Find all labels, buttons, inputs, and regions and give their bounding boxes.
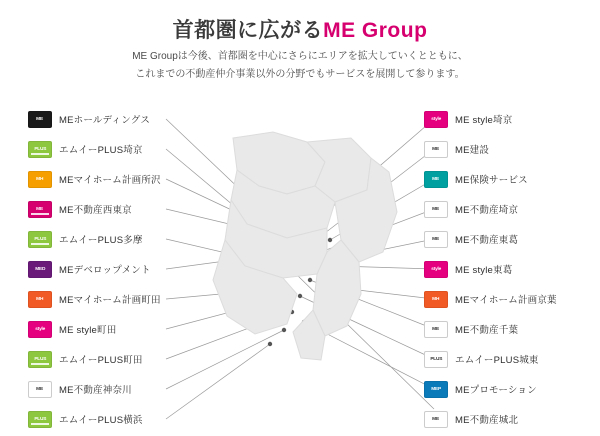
me-style-saikyo-logo: style bbox=[424, 111, 448, 128]
list-item-label: ME不動産神奈川 bbox=[59, 385, 132, 396]
me-plus-joto-logo: PLUS bbox=[424, 351, 448, 368]
list-item-label: ME不動産城北 bbox=[455, 415, 519, 426]
list-item[interactable] bbox=[28, 346, 208, 372]
list-item-label: エムイーPLUS城東 bbox=[455, 355, 539, 366]
me-myhome-tokorozawa-logo: MH bbox=[28, 171, 52, 188]
list-item[interactable] bbox=[28, 406, 208, 432]
list-item[interactable] bbox=[424, 316, 600, 342]
me-plus-machida-logo: PLUS bbox=[28, 351, 52, 368]
list-item-label: MEマイホーム計画町田 bbox=[59, 295, 161, 306]
list-item[interactable] bbox=[28, 256, 208, 282]
me-fudosan-johoku-logo: ME bbox=[424, 411, 448, 428]
list-item[interactable] bbox=[424, 406, 600, 432]
list-item[interactable] bbox=[424, 196, 600, 222]
page-subtitle bbox=[0, 48, 600, 84]
page-title-prefix: 首都圏に広がる bbox=[172, 19, 324, 42]
list-item[interactable] bbox=[28, 166, 208, 192]
list-item-label: ME保険サービス bbox=[455, 175, 528, 186]
list-item[interactable] bbox=[424, 256, 600, 282]
me-plus-saikyo-logo: PLUS bbox=[28, 141, 52, 158]
me-promotion-logo: MEP bbox=[424, 381, 448, 398]
me-myhome-machida-logo: MH bbox=[28, 291, 52, 308]
list-item-label: MEホールディングス bbox=[59, 115, 151, 126]
page-title bbox=[0, 14, 600, 44]
list-item-label: ME style町田 bbox=[59, 325, 117, 336]
page-subtitle-line1: ME Groupは今後、首都圏を中心にさらにエリアを拡大していくとともに、 bbox=[132, 51, 468, 62]
list-item-label: ME style東葛 bbox=[455, 265, 513, 276]
list-item-label: ME不動産埼京 bbox=[455, 205, 519, 216]
kanto-region-map bbox=[175, 128, 425, 398]
list-item-label: ME不動産千葉 bbox=[455, 325, 519, 336]
list-item[interactable] bbox=[28, 316, 208, 342]
list-item-label: エムイーPLUS埼京 bbox=[59, 145, 143, 156]
list-item-label: MEデベロップメント bbox=[59, 265, 151, 276]
me-style-tokatsu-logo: style bbox=[424, 261, 448, 278]
me-holdings-logo: ME bbox=[28, 111, 52, 128]
left-label-column bbox=[28, 106, 208, 436]
me-plus-yokohama-logo: PLUS bbox=[28, 411, 52, 428]
list-item[interactable] bbox=[28, 286, 208, 312]
list-item[interactable] bbox=[28, 226, 208, 252]
list-item[interactable] bbox=[424, 106, 600, 132]
list-item[interactable] bbox=[28, 136, 208, 162]
list-item[interactable] bbox=[424, 226, 600, 252]
me-fudosan-kanagawa-logo: ME bbox=[28, 381, 52, 398]
list-item-label: ME style埼京 bbox=[455, 115, 513, 126]
list-item[interactable] bbox=[28, 376, 208, 402]
list-item-label: MEマイホーム計画京葉 bbox=[455, 295, 557, 306]
list-item-label: エムイーPLUS町田 bbox=[59, 355, 143, 366]
page-subtitle-line2: これまでの不動産仲介事業以外の分野でもサービスを展開して参ります。 bbox=[135, 69, 465, 80]
list-item[interactable] bbox=[424, 166, 600, 192]
list-item-label: エムイーPLUS横浜 bbox=[59, 415, 143, 426]
me-plus-tama-logo: PLUS bbox=[28, 231, 52, 248]
list-item[interactable] bbox=[28, 106, 208, 132]
me-hoken-service-logo: ME bbox=[424, 171, 448, 188]
list-item-label: エムイーPLUS多摩 bbox=[59, 235, 143, 246]
right-label-column bbox=[424, 106, 600, 436]
list-item-label: ME建設 bbox=[455, 145, 490, 156]
me-fudosan-chiba-logo: ME bbox=[424, 321, 448, 338]
list-item-label: MEマイホーム計画所沢 bbox=[59, 175, 161, 186]
me-kensetsu-logo: ME bbox=[424, 141, 448, 158]
list-item[interactable] bbox=[424, 346, 600, 372]
list-item[interactable] bbox=[424, 376, 600, 402]
list-item[interactable] bbox=[424, 136, 600, 162]
list-item-label: ME不動産東葛 bbox=[455, 235, 519, 246]
list-item[interactable] bbox=[28, 196, 208, 222]
me-style-machida-logo: style bbox=[28, 321, 52, 338]
me-fudosan-nishitokyo-logo: ME bbox=[28, 201, 52, 218]
list-item-label: MEプロモーション bbox=[455, 385, 537, 396]
list-item-label: ME不動産西東京 bbox=[59, 205, 132, 216]
page-title-accent: ME Group bbox=[323, 19, 428, 42]
me-myhome-keiyo-logo: MH bbox=[424, 291, 448, 308]
list-item[interactable] bbox=[424, 286, 600, 312]
me-fudosan-saikyo-logo: ME bbox=[424, 201, 448, 218]
me-development-logo: MED bbox=[28, 261, 52, 278]
me-fudosan-tokatsu-logo: ME bbox=[424, 231, 448, 248]
